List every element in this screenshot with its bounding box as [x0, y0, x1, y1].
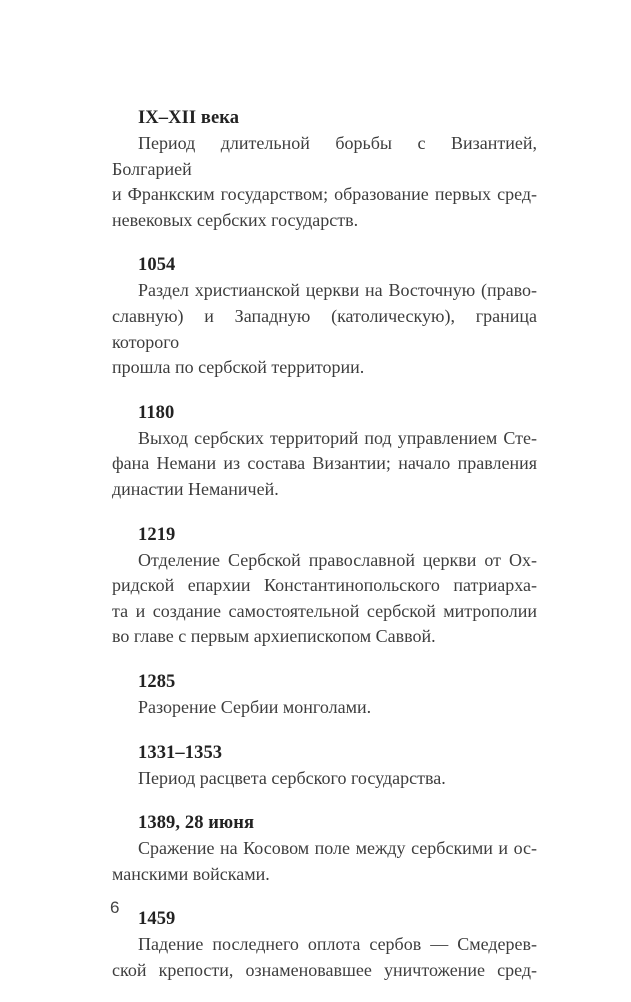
entry-text	[112, 278, 537, 380]
text-line: славную) и Западную (католическую), граница которого	[112, 305, 537, 352]
timeline-entry	[112, 252, 537, 380]
entry-date: 1459	[138, 909, 176, 930]
entry-date: IX–XII века	[138, 108, 240, 128]
timeline-entry	[112, 906, 537, 983]
text-line: прошла по сербской территории.	[112, 357, 365, 378]
text-line: Разорение Сербии монголами.	[138, 696, 372, 717]
entry-text	[112, 836, 537, 887]
page-number: 6	[110, 898, 120, 917]
entry-date: 1331–1353	[138, 742, 223, 763]
entry-text	[112, 766, 537, 792]
text-line: Выход сербских территорий под управлением Сте-	[138, 427, 537, 448]
timeline-entry	[112, 810, 537, 887]
entry-text	[112, 695, 537, 721]
timeline-entry	[112, 400, 537, 503]
text-line: манскими войсками.	[112, 863, 270, 884]
text-line: и Франкским государством; образование первых сред-	[112, 184, 537, 205]
entry-date: 1054	[138, 255, 176, 276]
entry-date: 1285	[138, 671, 176, 692]
text-line: невековых сербских государств.	[112, 209, 359, 230]
timeline-page	[112, 105, 537, 1002]
entry-date: 1180	[138, 402, 175, 423]
text-line: фана Немани из состава Византии; начало правления	[112, 453, 537, 474]
entry-date: 1389, 28 июня	[138, 813, 255, 834]
timeline-entry	[112, 522, 537, 650]
entry-text	[112, 932, 537, 983]
text-line: во главе с первым архиепископом Саввой.	[112, 626, 436, 647]
timeline-entry	[112, 105, 537, 233]
entry-text	[112, 426, 537, 503]
text-line: та и создание самостоятельной сербской митрополии	[112, 600, 537, 621]
text-line: Раздел христианской церкви на Восточную (право-	[138, 280, 537, 301]
text-line: Сражение на Косовом поле между сербскими и ос-	[138, 838, 537, 859]
timeline-entry	[112, 740, 537, 792]
text-line: династии Неманичей.	[112, 478, 279, 499]
entry-text	[112, 548, 537, 650]
timeline-entry	[112, 669, 537, 721]
text-line: Период длительной борьбы с Византией, Болгарией	[112, 133, 537, 179]
entry-date: 1219	[138, 524, 176, 545]
text-line: ридской епархии Константинопольского патриарха-	[112, 575, 537, 596]
entry-text	[112, 131, 537, 233]
text-line: Падение последнего оплота сербов — Смедерев-	[138, 934, 537, 955]
text-line: Период расцвета сербского государства.	[138, 767, 446, 788]
text-line: ской крепости, ознаменовавшее уничтожение сред-	[112, 959, 537, 980]
text-line: Отделение Сербской православной церкви от Ох-	[138, 549, 537, 570]
